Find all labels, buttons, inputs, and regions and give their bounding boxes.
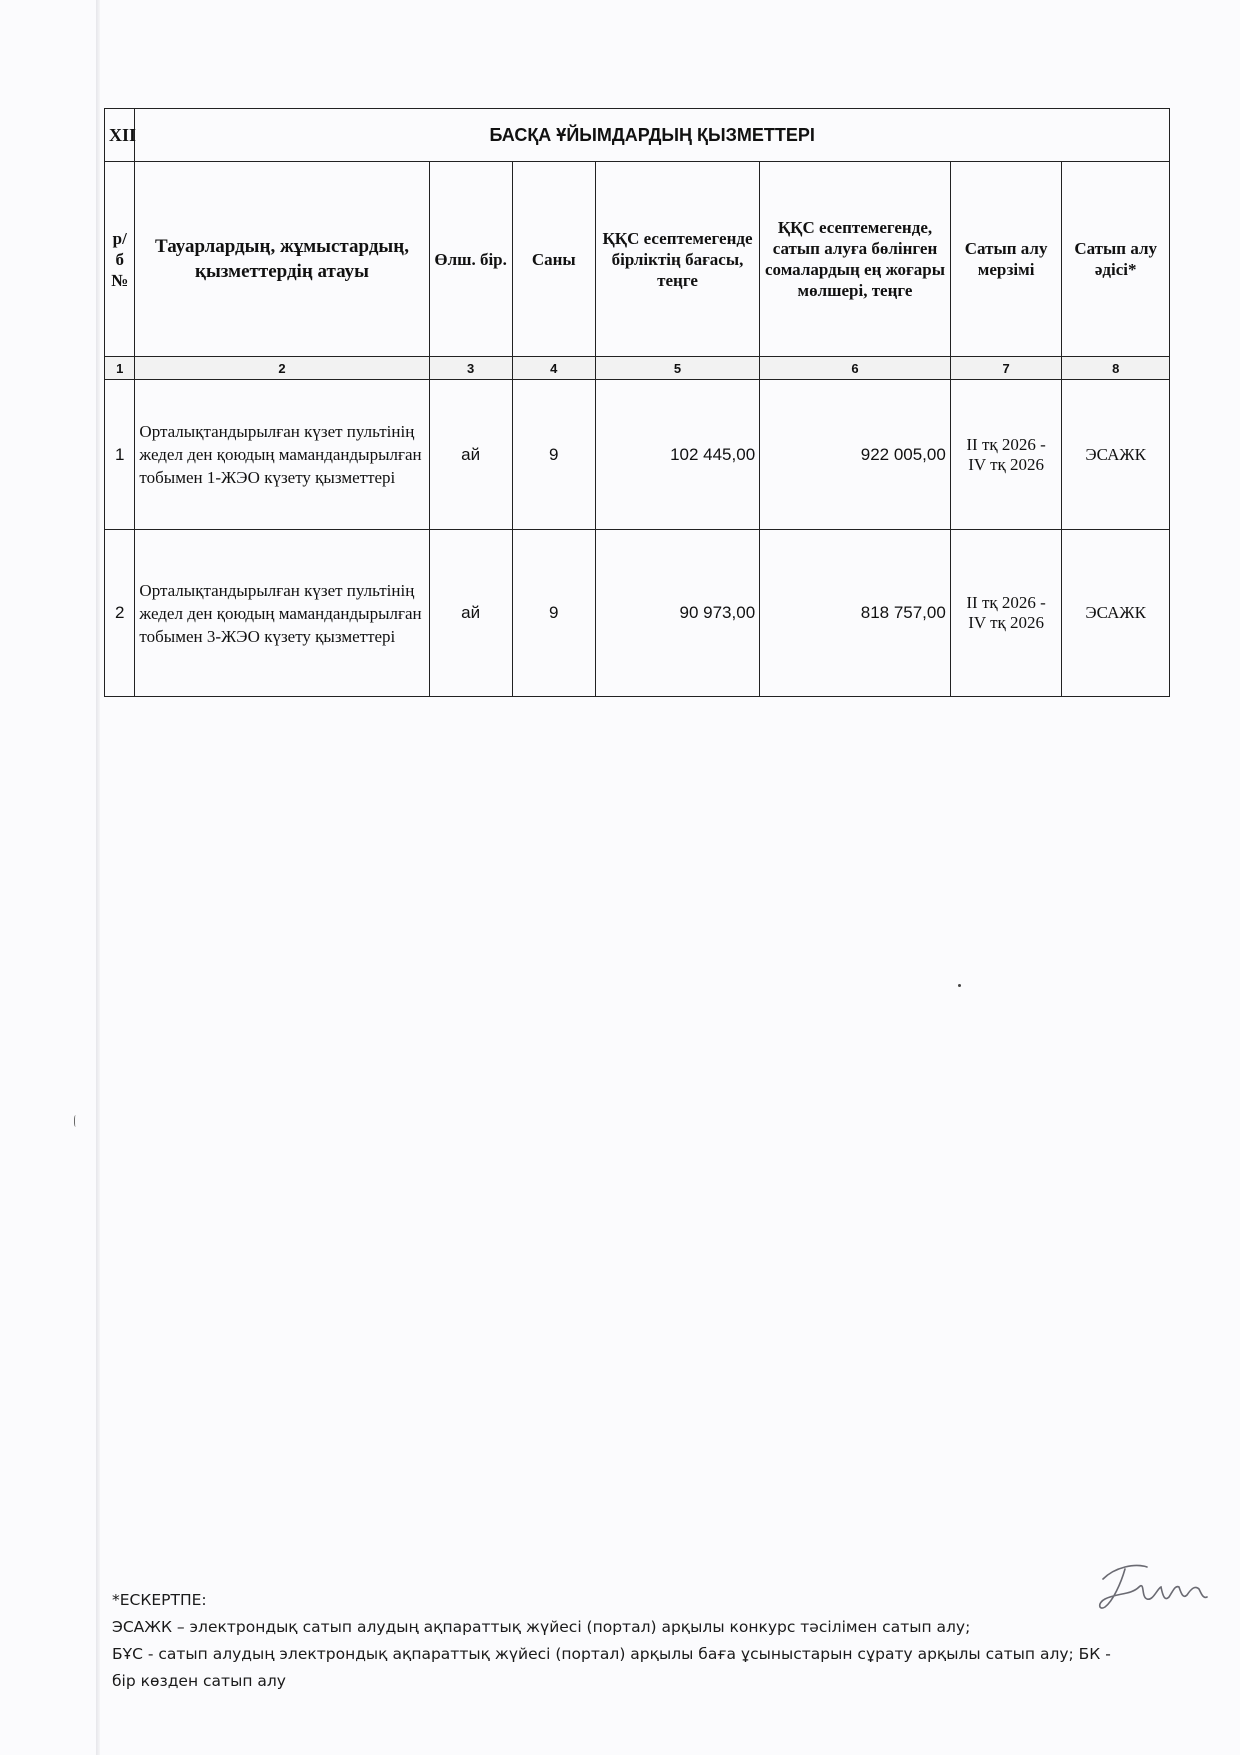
item-price: 90 973,00 <box>595 530 759 697</box>
row-number: 1 <box>105 380 135 530</box>
period-start: II тқ 2026 - <box>966 593 1046 612</box>
col-header-no: р/б № <box>105 162 135 357</box>
scan-speck <box>958 984 961 987</box>
procurement-table <box>104 108 1170 697</box>
footnote-line-esazhk: ЭСАЖК – электрондық сатып алудың ақпараттық жүйесі (портал) арқылы конкурс тәсілімен сатып алу; <box>112 1618 971 1636</box>
item-total: 922 005,00 <box>760 380 951 530</box>
col-header-unit: Өлш. бір. <box>429 162 512 357</box>
col-number: 2 <box>135 357 429 380</box>
table-row <box>105 530 1170 697</box>
item-total: 818 757,00 <box>760 530 951 697</box>
period-start: II тқ 2026 - <box>966 434 1046 454</box>
item-unit: ай <box>429 380 512 530</box>
section-number: XII <box>105 109 135 162</box>
col-number: 8 <box>1062 357 1170 380</box>
item-period <box>950 530 1062 697</box>
section-row <box>105 109 1170 162</box>
item-method: ЭСАЖК <box>1062 530 1170 697</box>
col-header-method: Сатып алу әдісі* <box>1062 162 1170 357</box>
item-period <box>950 380 1062 530</box>
col-number: 4 <box>512 357 595 380</box>
col-header-total: ҚҚС есептемегенде, сатып алуға бөлінген сомалардың ең жоғары мөлшері, теңге <box>760 162 951 357</box>
period-end: IV тқ 2026 <box>968 613 1045 632</box>
item-name: Орталықтандырылған күзет пультінің жедел ден қоюдың мамандандырылған тобымен 3-ЖЭО күзету қызметтері <box>135 530 429 697</box>
page-edge-shadow <box>96 0 100 1755</box>
table-row <box>105 380 1170 530</box>
col-number: 5 <box>595 357 759 380</box>
column-number-row <box>105 357 1170 380</box>
footnote <box>112 1587 1132 1695</box>
col-number: 7 <box>950 357 1062 380</box>
header-row <box>105 162 1170 357</box>
item-price: 102 445,00 <box>595 380 759 530</box>
item-unit: ай <box>429 530 512 697</box>
col-header-period: Сатып алу мерзімі <box>950 162 1062 357</box>
col-number: 1 <box>105 357 135 380</box>
item-qty: 9 <box>512 380 595 530</box>
item-name: Орталықтандырылған күзет пультінің жедел ден қоюдың мамандандырылған тобымен 1-ЖЭО күзету қызметтері <box>135 380 429 530</box>
row-number: 2 <box>105 530 135 697</box>
col-header-qty: Саны <box>512 162 595 357</box>
col-number: 3 <box>429 357 512 380</box>
col-header-name: Тауарлардың, жұмыстардың, қызметтердің атауы <box>135 162 429 357</box>
col-header-price: ҚҚС есептемегенде бірліктің бағасы, теңге <box>595 162 759 357</box>
footnote-title: *ЕСКЕРТПЕ: <box>112 1591 207 1609</box>
period-end: IV тқ 2026 <box>968 454 1045 474</box>
item-method: ЭСАЖК <box>1062 380 1170 530</box>
scan-mark <box>74 1115 78 1127</box>
footnote-line-bus-bk: БҰС - сатып алудың электрондық ақпараттық жүйесі (портал) арқылы баға ұсыныстарын сұрату арқылы сатып алу; БК - бір көзден сатып алу <box>112 1645 1111 1690</box>
section-title: БАСҚА ҰЙЫМДАРДЫҢ ҚЫЗМЕТТЕРІ <box>135 109 1170 162</box>
col-number: 6 <box>760 357 951 380</box>
item-qty: 9 <box>512 530 595 697</box>
